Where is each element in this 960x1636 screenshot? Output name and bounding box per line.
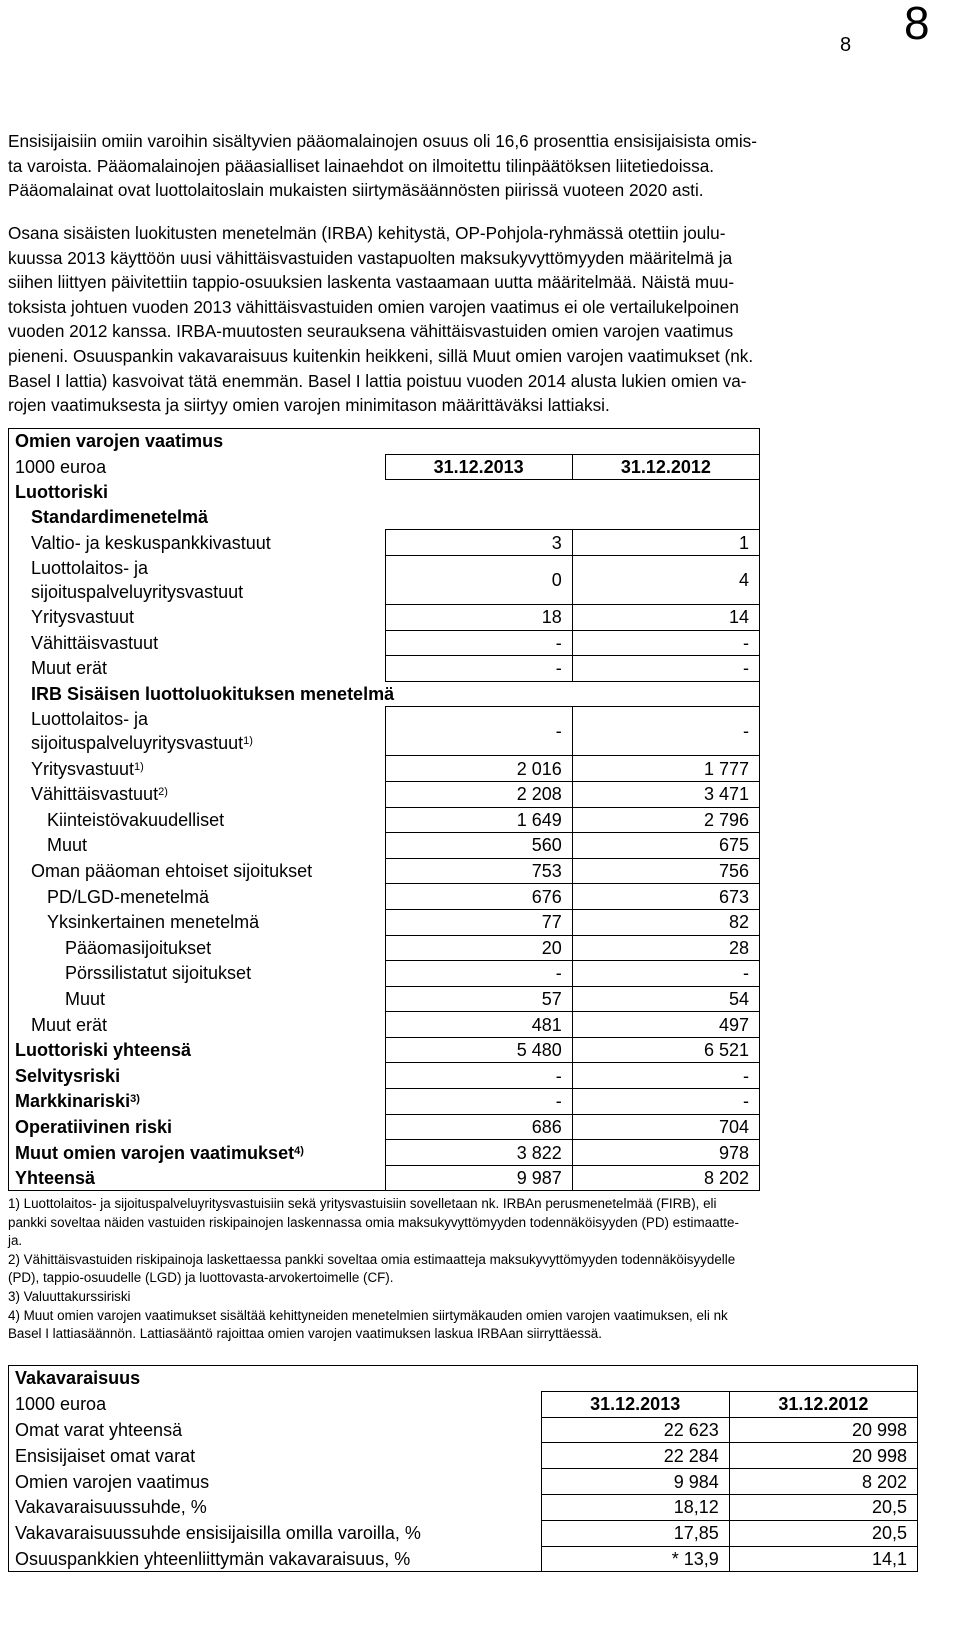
footnote-marker: 3) (130, 1093, 140, 1106)
value-2012: - (572, 630, 759, 656)
table-title: Omien varojen vaatimus (15, 431, 224, 452)
value-2012: 675 (572, 833, 759, 859)
row-label-line2: sijoituspalveluyritysvastuut (31, 581, 244, 602)
value-2013: - (385, 630, 572, 656)
row-label: Vähittäisvastuut$^{2)}$ (31, 784, 168, 805)
row-label (9, 707, 386, 756)
row-label-line2: sijoituspalveluyritysvastuut (31, 733, 244, 754)
row-label: Standardimenetelmä (31, 507, 209, 528)
column-header-2012: 31.12.2012 (572, 454, 759, 480)
table-row (9, 1546, 918, 1572)
footnote-marker: 4) (294, 1144, 304, 1157)
unit-label: 1000 euroa (15, 1394, 107, 1415)
table-title-row (9, 429, 760, 455)
value-2013: 5 480 (385, 1037, 572, 1063)
table-row (9, 1417, 918, 1443)
value-2012: 28 (572, 935, 759, 961)
row-label: Luottoriski yhteensä (15, 1040, 192, 1061)
row-label: Luottoriski (15, 482, 108, 503)
value-2012: 20,5 (729, 1494, 917, 1520)
table-title-row (9, 1366, 918, 1392)
value-2013: 3 822 (385, 1140, 572, 1166)
value-2012: 4 (572, 555, 759, 604)
footnote-line: 2) Vähittäisvastuiden riskipainoja laskettaessa pankki soveltaa omia estimaatteja maksukyvyttömyyden todennäköisyydelle (8, 1251, 736, 1267)
row-label: Muut (47, 835, 88, 856)
row-label: Kiinteistövakuudelliset (47, 809, 225, 830)
table-row (9, 1063, 760, 1089)
value-2013: 0 (385, 555, 572, 604)
value-2012: 704 (572, 1114, 759, 1140)
table-row (9, 630, 760, 656)
value-2012: 1 777 (572, 756, 759, 782)
table-row (9, 1114, 760, 1140)
value-2013: 560 (385, 833, 572, 859)
value-2012: 82 (572, 909, 759, 935)
table-row (9, 884, 760, 910)
table-header-row (9, 1391, 918, 1417)
value-2012: 6 521 (572, 1037, 759, 1063)
table-row (9, 1140, 760, 1166)
table-row (9, 781, 760, 807)
row-label: PD/LGD-menetelmä (47, 886, 210, 907)
row-label-line1: Luottolaitos- ja (31, 709, 149, 730)
value-2013: 2 208 (385, 781, 572, 807)
row-label: Yritysvastuut$^{1)}$ (31, 758, 144, 779)
value-2012: - (572, 961, 759, 987)
value-2013: 1 649 (385, 807, 572, 833)
row-label: Markkinariski$^{3)}$ (15, 1091, 140, 1112)
row-label: Yritysvastuut (31, 607, 135, 628)
table-row (9, 505, 760, 530)
row-label-line1: Luottolaitos- ja (31, 557, 149, 578)
value-2012: 1 (572, 530, 759, 556)
footnotes (8, 1195, 918, 1344)
row-label: Muut (65, 988, 106, 1009)
value-2012: 20 998 (729, 1417, 917, 1443)
row-label: Omien varojen vaatimus (15, 1471, 210, 1492)
page-number-small: 8 (840, 34, 852, 56)
value-2013: 57 (385, 986, 572, 1012)
table-row (9, 1520, 918, 1546)
value-2013: 22 284 (541, 1443, 729, 1469)
value-2012: 756 (572, 858, 759, 884)
row-label: Pörssilistatut sijoitukset (65, 963, 252, 984)
column-header-2013: 31.12.2013 (541, 1391, 729, 1417)
value-2012: 14 (572, 604, 759, 630)
table-row (9, 909, 760, 935)
value-2012: 8 202 (729, 1469, 917, 1495)
value-2013: * 13,9 (541, 1546, 729, 1572)
value-2012: 2 796 (572, 807, 759, 833)
footnote-marker: 1) (243, 735, 253, 748)
footnote-line: Basel I lattiasäännön. Lattiasääntö rajoittaa omien varojen vaatimuksen laskua IRBAan siirryttäessä. (8, 1326, 602, 1342)
value-2012: 8 202 (572, 1165, 759, 1191)
unit-label: 1000 euroa (15, 456, 107, 477)
row-label (9, 555, 386, 604)
table-row (9, 656, 760, 682)
table-row (9, 756, 760, 782)
table-row (9, 1494, 918, 1520)
row-label: IRB Sisäisen luottoluokituksen menetelmä (31, 684, 395, 705)
value-2012: - (572, 1089, 759, 1115)
value-2013: 22 623 (541, 1417, 729, 1443)
footnote-line: 3) Valuuttakurssiriski (8, 1288, 131, 1304)
value-2013: 3 (385, 530, 572, 556)
text-line: Pääomalainat ovat luottolaitoslain mukaisten siirtymäsäännösten piirissä vuoteen 2020 asti. (8, 180, 704, 201)
text-line: pieneni. Osuuspankin vakavaraisuus kuitenkin heikkeni, sillä Muut omien varojen vaatimukset (nk. (8, 345, 754, 366)
text-line: Ensisijaisiin omiin varoihin sisältyvien pääomalainojen osuus oli 16,6 prosenttia ensisijaisista omis- (8, 131, 757, 151)
capital-requirement-table (8, 428, 760, 1191)
value-2013: - (385, 1063, 572, 1089)
value-2013: - (385, 707, 572, 756)
value-2013: 20 (385, 935, 572, 961)
column-header-2012: 31.12.2012 (729, 1391, 917, 1417)
text-line: vuoden 2012 kanssa. IRBA-muutosten seurauksena vähittäisvastuiden omien varojen vaatimus (8, 321, 734, 342)
row-label: Osuuspankkien yhteenliittymän vakavaraisuus, % (15, 1548, 411, 1569)
table-row (9, 961, 760, 987)
value-2012: 54 (572, 986, 759, 1012)
row-label: Omat varat yhteensä (15, 1419, 183, 1440)
table-row (9, 604, 760, 630)
value-2012: 3 471 (572, 781, 759, 807)
paragraph-subordinated-loans (8, 129, 918, 203)
footnote-line: 4) Muut omien varojen vaatimukset sisältää kehittyneiden menetelmien siirtymäkauden omien varojen vaatimuksen, eli nk (8, 1307, 728, 1323)
row-label: Vähittäisvastuut (31, 632, 159, 653)
table-row (9, 1089, 760, 1115)
value-2012: 14,1 (729, 1546, 917, 1572)
value-2013: 2 016 (385, 756, 572, 782)
row-label: Pääomasijoitukset (65, 937, 212, 958)
table-title: Vakavaraisuus (15, 1368, 141, 1389)
row-label: Yksinkertainen menetelmä (47, 912, 260, 933)
paragraph-irba-changes (8, 221, 918, 418)
text-line: rojen vaatimuksesta ja siirtyy omien varojen minimitason määrittäväksi lattiaksi. (8, 395, 610, 416)
footnote-line: ja. (8, 1233, 23, 1249)
row-label: Operatiivinen riski (15, 1116, 173, 1137)
value-2013: 9 987 (385, 1165, 572, 1191)
solvency-table (8, 1365, 918, 1572)
footnote-line: pankki soveltaa näiden vastuiden riskipainojen laskennassa omia maksukyvyttömyyden todennäköisyyden (PD) estimaatte- (8, 1214, 739, 1230)
table-row (9, 1443, 918, 1469)
row-label: Selvitysriski (15, 1065, 121, 1086)
table-row (9, 935, 760, 961)
table-row (9, 986, 760, 1012)
text-line: Basel I lattia) kasvoivat tätä enemmän. Basel I lattia poistuu vuoden 2014 alusta lukien omien va- (8, 370, 747, 391)
value-2012: - (572, 1063, 759, 1089)
table-row (9, 833, 760, 859)
row-label: Yhteensä (15, 1167, 96, 1188)
table-row (9, 807, 760, 833)
text-line: toksista johtuen vuoden 2013 vähittäisvastuiden omien varojen vaatimus ei ole vertailukelpoinen (8, 296, 739, 317)
value-2012: 978 (572, 1140, 759, 1166)
value-2013: 17,85 (541, 1520, 729, 1546)
table-row (9, 530, 760, 556)
text-line: kuussa 2013 käyttöön uusi vähittäisvastuiden vastapuolten maksukyvyttömyyden määritelmä ja (8, 247, 733, 268)
table-row (9, 1037, 760, 1063)
column-header-2013: 31.12.2013 (385, 454, 572, 480)
value-2013: - (385, 1089, 572, 1115)
page-number-large: 8 (904, 0, 930, 49)
value-2013: 686 (385, 1114, 572, 1140)
row-label: Oman pääoman ehtoiset sijoitukset (31, 861, 313, 882)
text-line: ta varoista. Pääomalainojen pääasialliset lainaehdot on ilmoitettu tilinpäätöksen liitetiedoissa. (8, 155, 715, 176)
table-row (9, 707, 760, 756)
value-2013: 676 (385, 884, 572, 910)
value-2012: 20,5 (729, 1520, 917, 1546)
table-row (9, 480, 760, 505)
value-2012: - (572, 707, 759, 756)
footnote-line: 1) Luottolaitos- ja sijoituspalveluyritysvastuisiin sekä yritysvastuisiin sovelletaan nk. IRBAn perusmenetelmää (FIRB), eli (8, 1196, 717, 1211)
table-row (9, 1165, 760, 1191)
value-2012: - (572, 656, 759, 682)
footnote-line: (PD), tappio-osuudelle (LGD) ja luottovasta-arvokertoimelle (CF). (8, 1270, 394, 1286)
footnote-marker: 2) (158, 786, 168, 799)
text-line: siihen liittyen päivitettiin tappio-osuuksien laskenta vastaamaan uutta määritelmää. Näistä muu- (8, 272, 735, 293)
row-label: Muut erät (31, 1014, 108, 1035)
value-2013: - (385, 656, 572, 682)
text-line: Osana sisäisten luokitusten menetelmän (IRBA) kehitystä, OP-Pohjola-ryhmässä otettiin joulu- (8, 223, 726, 243)
table-row (9, 681, 760, 707)
table-row (9, 555, 760, 604)
value-2013: 481 (385, 1012, 572, 1038)
value-2012: 497 (572, 1012, 759, 1038)
row-label: Vakavaraisuussuhde ensisijaisilla omilla varoilla, % (15, 1523, 421, 1544)
row-label: Ensisijaiset omat varat (15, 1445, 196, 1466)
table-row (9, 1012, 760, 1038)
table-header-row (9, 454, 760, 480)
footnote-marker: 1) (134, 760, 144, 773)
value-2012: 673 (572, 884, 759, 910)
row-label: Muut omien varojen vaatimukset$^{4)}$ (15, 1142, 304, 1163)
value-2013: 18,12 (541, 1494, 729, 1520)
value-2013: 9 984 (541, 1469, 729, 1495)
value-2012: 20 998 (729, 1443, 917, 1469)
row-label: Valtio- ja keskuspankkivastuut (31, 532, 271, 553)
value-2013: 77 (385, 909, 572, 935)
table-row (9, 858, 760, 884)
value-2013: 753 (385, 858, 572, 884)
row-label: Muut erät (31, 658, 108, 679)
row-label: Vakavaraisuussuhde, % (15, 1497, 207, 1518)
value-2013: - (385, 961, 572, 987)
table-row (9, 1469, 918, 1495)
value-2013: 18 (385, 604, 572, 630)
